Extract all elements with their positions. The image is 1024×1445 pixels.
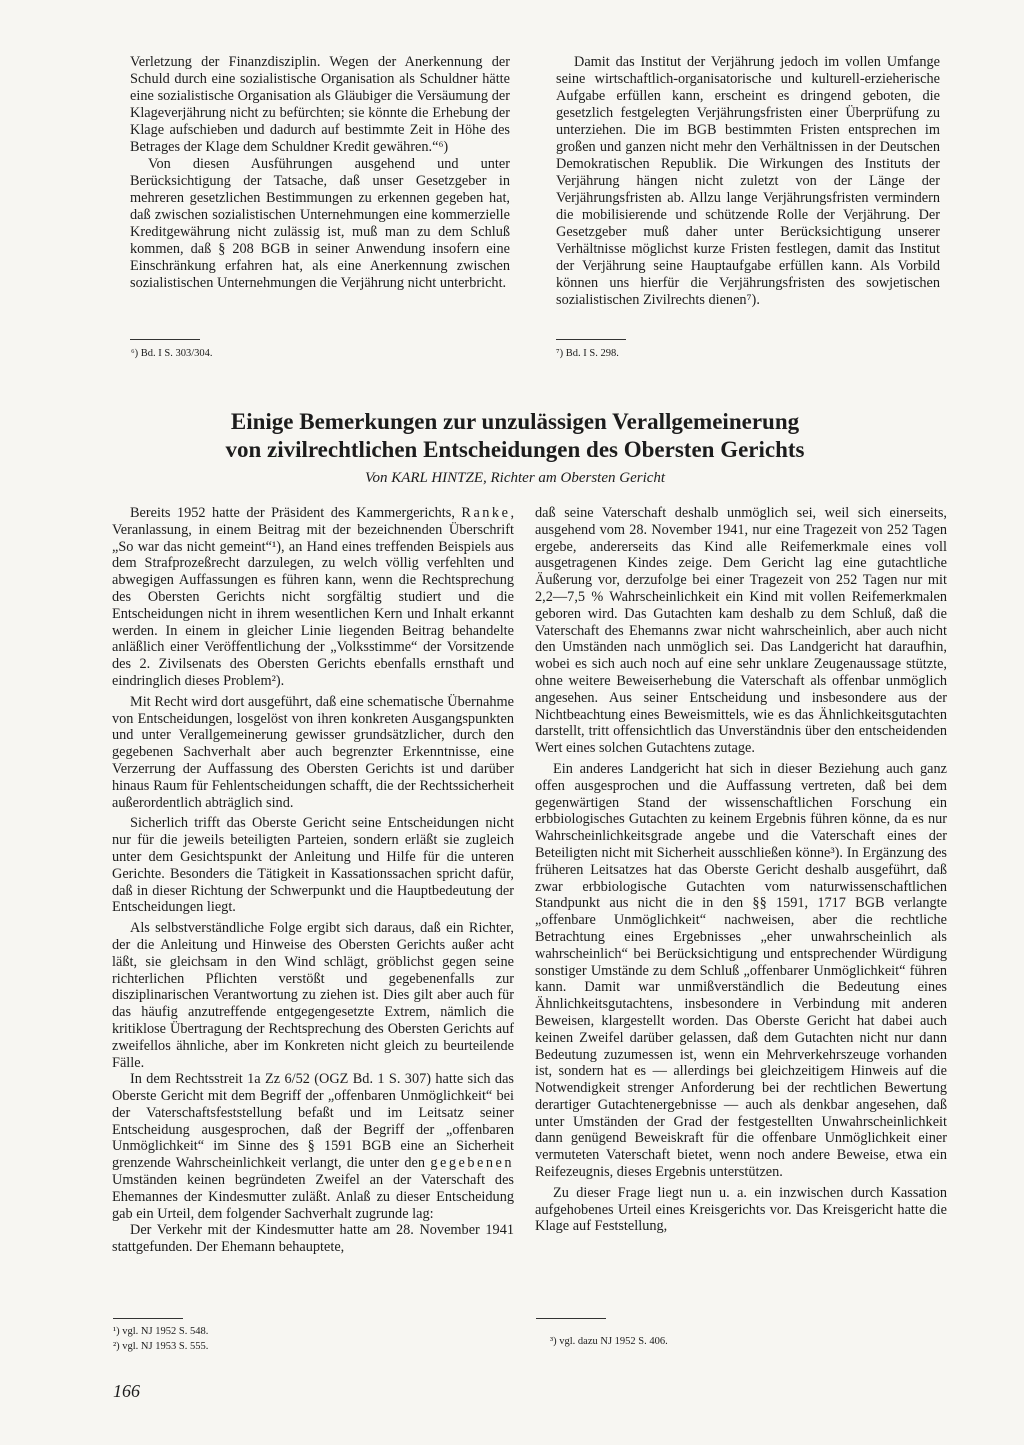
- title-line: Einige Bemerkungen zur unzulässigen Verallgemeinerung: [230, 409, 800, 434]
- paragraph: Von diesen Ausführungen ausgehend und unter Berücksichtigung der Tatsache, daß unser Gesetzgeber in mehreren gesetzlichen Bestimmungen zu erkennen gegeben hat, daß zwischen sozialistischen Unternehmungen eine kommerzielle Kreditgewährung nicht zulässig ist, muß man zu dem Schluß kommen, daß § 208 BGB in seiner Anwendung insofern eine Einschränkung erfahren hat, als eine Anerkennung zwischen sozialistischen Unternehmungen die Verjährung nicht unterbricht.: [130, 156, 510, 291]
- paragraph: Als selbstverständliche Folge ergibt sich daraus, daß ein Richter, der die Anleitung und Hinweise des Obersten Gerichts außer acht läßt, sie gleichsam in den Wind schlägt, gröblichst gegen seine richterlichen Pflichten verstößt und gegebenenfalls zur disziplinarischen Verantwortung zu ziehen ist. Dies gilt aber auch für das häufig anzutreffende entgegengesetzte Extrem, nämlich die kritiklose Übertragung der Rechtsprechung des Obersten Gerichts auf zweifellos ähnliche, aber im Konkreten nicht gleich zu beurteilende Fälle.: [112, 920, 514, 1071]
- footnote: ²) vgl. NJ 1953 S. 555.: [113, 1341, 209, 1352]
- article-right-column: [535, 505, 947, 1235]
- paragraph: Verletzung der Finanzdisziplin. Wegen der Anerkennung der Schuld durch eine sozialistische Organisation als Schuldner hätte eine sozialistische Organisation als Gläubiger die Versäumung der Klageverjährung nicht zu befürchten; sie könnte die Erhebung der Klage aufschieben und dadurch auf bestimmte Zeit in Höhe des Betrages der Klage dem Schuldner Kredit gewähren.“⁶): [130, 54, 510, 155]
- paragraph: Damit das Institut der Verjährung jedoch im vollen Umfange seine wirtschaftlich-organisatorische und kulturell-erzieherische Aufgabe erfüllen kann, erscheint es dringend geboten, die gesetzlich festgelegten Verjährungsfristen einer Überprüfung zu unterziehen. Die im BGB bestimmten Fristen entsprechen im großen und ganzen nicht mehr den Verhältnissen in der Deutschen Demokratischen Republik. Die Wirkungen des Instituts der Verjährung hängen nicht zuletzt von der Länge der Verjährungsfristen ab. Allzu lange Verjährungsfristen vermindern die mobilisierende und schützende Rolle der Verjährung. Der Gesetzgeber muß daher unter Berücksichtigung unserer Verhältnisse möglichst kurze Fristen festlegen, damit das Institut der Verjährung seine Hauptaufgabe erfüllen kann. Als Vorbild können uns hierfür die Verjährungsfristen des sowjetischen sozialistischen Zivilrechts dienen⁷).: [556, 54, 940, 308]
- article-title: [100, 408, 930, 464]
- byline: Von KARL HINTZE, Richter am Obersten Gericht: [364, 470, 666, 486]
- emphasis: gegebenen: [430, 1155, 515, 1172]
- footnote-divider: [556, 339, 626, 340]
- page-number: 166: [113, 1381, 140, 1401]
- footnote-divider: [536, 1318, 606, 1319]
- paragraph: Der Verkehr mit der Kindesmutter hatte am 28. November 1941 stattgefunden. Der Ehemann behauptete,: [112, 1222, 514, 1256]
- top-left-column: [130, 54, 510, 292]
- footnote-divider: [130, 339, 200, 340]
- author-name: Ranke: [461, 505, 511, 521]
- paragraph: Sicherlich trifft das Oberste Gericht seine Entscheidungen nicht nur für die jeweils beteiligten Parteien, sondern erläßt sie zugleich unter dem Gesichtspunkt der Anleitung und Hilfe für die unteren Gerichte. Besonders die Tätigkeit in Kassationssachen spricht dafür, daß in dieser Richtung der Schwerpunkt und die Hauptbedeutung der Entscheidungen liegt.: [112, 815, 514, 916]
- footnote: ³) vgl. dazu NJ 1952 S. 406.: [550, 1336, 668, 1347]
- footnote-divider: [113, 1318, 183, 1319]
- top-right-column: [556, 54, 940, 309]
- paragraph: Zu dieser Frage liegt nun u. a. ein inzwischen durch Kassation aufgehobenes Urteil eines Kreisgerichts vor. Das Kreisgericht hatte die Klage auf Feststellung,: [535, 1184, 947, 1235]
- paragraph: Ein anderes Landgericht hat sich in dieser Beziehung auch ganz offen ausgesprochen und die Auffassung vertreten, daß bei dem gegenwärtigen Stand der wissenschaftlichen Forschung ein erbbiologisches Gutachten zu keinem Ergebnis führen könne, da es nur Wahrscheinlichkeitsgrade angebe und die Vaterschaft eines der Beteiligten nicht mit Sicherheit ausschließen könne³). In Ergänzung des früheren Leitsatzes hat das Oberste Gericht deshalb ausgeführt, daß zwar erbbiologische Gutachten vom naturwissenschaftlichen Standpunkt aus nicht die in den §§ 1591, 1717 BGB verlangte „offenbare Unmöglichkeit“ nachweisen, aber die rechtliche Betrachtung eines Ergebnisses „eher unwahrscheinlich als wahrscheinlich“ bei Berücksichtigung und entsprechender Würdigung sonstiger Umstände zu dem Schluß „offenbarer Unmöglichkeit“ führen kann. Damit war unmißverständlich die Bedeutung eines Ähnlichkeitsgutachtens, insbesondere in Verbindung mit anderen Beweisen, klargestellt worden. Das Oberste Gericht hat dabei auch keinen Zweifel darüber gelassen, daß dem Gutachten nicht nur dann Bedeutung zuzumessen ist, wenn ein Mehrverkehrszeuge vorhanden ist, sondern hat es — allerdings bei gleichzeitigem Hinweis auf die Notwendigkeit strenger Anforderung bei der rechtlichen Bewertung derartiger Gutachtenergebnisse — auch als denkbar angesehen, daß unter Umständen der Grad der festgestellten Unwahrscheinlichkeit dann genügend Beweiskraft für die offenbare Unmöglichkeit einer vermuteten Vaterschaft bietet, wenn noch andere Beweise, etwa ein Reifezeugnis, dieses Ergebnis unterstützen.: [535, 760, 947, 1181]
- paragraph: Mit Recht wird dort ausgeführt, daß eine schematische Übernahme von Entscheidungen, losgelöst von ihren konkreten Ausgangspunkten und unter Verallgemeinerung gewisser grundsätzlicher, durch den gegebenen Sachverhalt aber auch begrenzter Erkenntnisse, eine Verzerrung der Auffassung des Obersten Gerichts ist und darüber hinaus Raum für Fehlentscheidungen schafft, die der Rechtssicherheit außerordentlich abträglich sind.: [112, 693, 514, 811]
- footnote: ⁷) Bd. I S. 298.: [556, 348, 619, 359]
- footnote: ¹) vgl. NJ 1952 S. 548.: [113, 1326, 209, 1337]
- paragraph: Bereits 1952 hatte der Präsident des Kammergerichts, Ranke, Veranlassung, in einem Beitrag mit der bezeichnenden Überschrift „So war das nicht gemeint“¹), an Hand eines treffenden Beispiels aus dem Strafprozeßrecht darzulegen, zu welch völlig verfehlten und abwegigen Auffassungen es führen kann, wenn die Rechtsprechung des Obersten Gerichts nicht sorgfältig studiert und die Entscheidungen nicht in ihrem wesentlichen Kern und Inhalt erkannt werden. In einem in gleicher Linie liegenden Beitrag behandelte anläßlich einer Veröffentlichung der „Volksstimme“ der Vorsitzende des 2. Zivilsenats des Obersten Gerichts ebenfalls ernsthaft und eindringlich dieses Problem²).: [112, 505, 515, 689]
- paragraph: In dem Rechtsstreit 1a Zz 6/52 (OGZ Bd. 1 S. 307) hatte sich das Oberste Gericht mit dem Begriff der „offenbaren Unmöglichkeit“ bei der Vaterschaftsfeststellung befaßt und im Leitsatz seiner Entscheidung ausgesprochen, daß der Begriff der „offenbaren Unmöglichkeit“ im Sinne des § 1591 BGB eine an Sicherheit grenzende Wahrscheinlichkeit verlangt, die unter den gegebenen Umständen keinen begründeten Zweifel an der Vaterschaft des Ehemannes der Kindesmutter zuläßt. Anlaß zu dieser Entscheidung gab ein Urteil, dem folgender Sachverhalt zugrunde lag:: [112, 1071, 515, 1222]
- footnote: ⁶) Bd. I S. 303/304.: [131, 348, 213, 359]
- paragraph: daß seine Vaterschaft deshalb unmöglich sei, weil sich einerseits, ausgehend vom 28. November 1941, nur eine Tragezeit von 252 Tagen ergebe, andererseits das Kind alle Reifemerkmale eines voll ausgetragenen Kindes zeige. Dem Gericht lag eine gutachtliche Äußerung vor, derzufolge bei einer Tragezeit von 252 Tagen nur mit 2,2—7,5 % Wahrscheinlichkeit ein Kind mit vollen Reifemerkmalen geboren wird. Das Gutachten kam deshalb zu dem Schluß, daß die Vaterschaft des Ehemanns zwar nicht wahrscheinlich, aber auch nicht den Umständen nach unmöglich sei. Das Landgericht hat daraufhin, wobei es sich auch noch auf eine sehr unklare Zeugenaussage stützte, ohne weitere Beweiserhebung die Vaterschaft als offenbar unmöglich angesehen. Aus seiner Entscheidung und insbesondere aus der Nichtbeachtung eines Beweismittels, wie es das Ähnlichkeitsgutachten darstellt, tritt offensichtlich das Unverständnis über den entscheidenden Wert eines solchen Gutachtens zutage.: [535, 505, 947, 757]
- title-line: von zivilrechtlichen Entscheidungen des Obersten Gerichts: [225, 437, 805, 462]
- article-left-column: [112, 505, 514, 1256]
